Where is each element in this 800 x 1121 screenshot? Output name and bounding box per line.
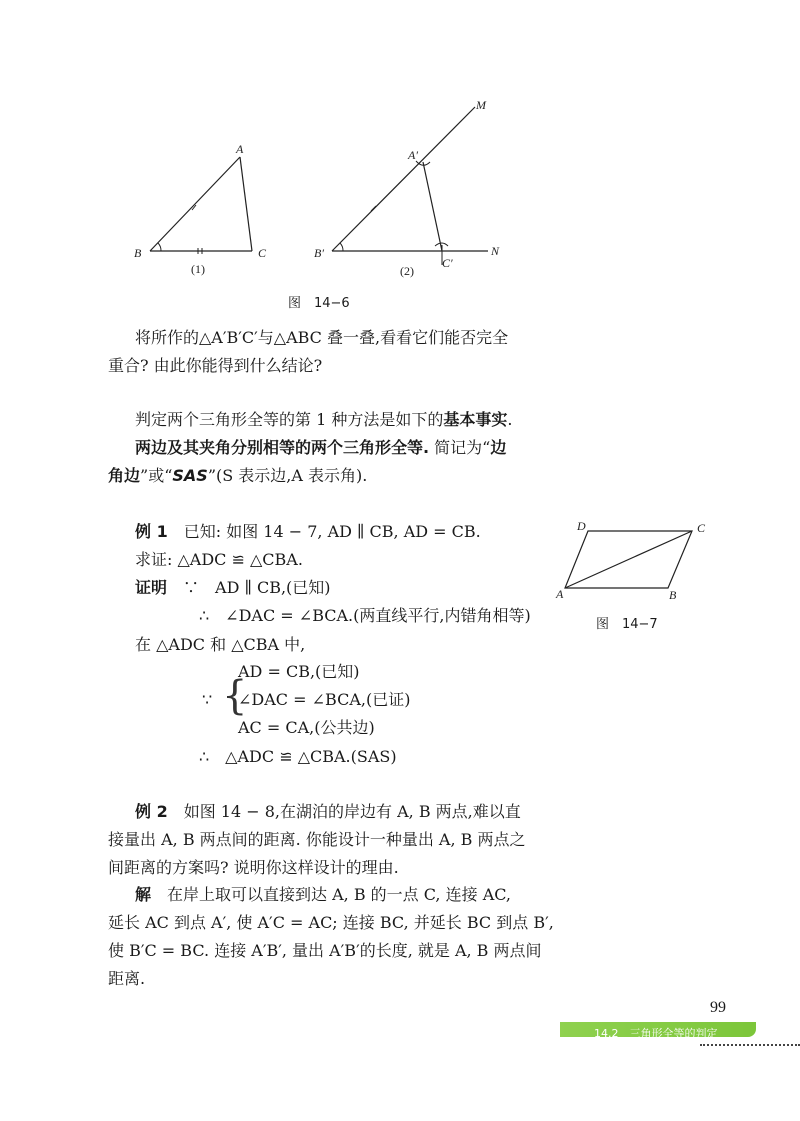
proof-step6: AC = CA,(公共边) [238,718,375,737]
proof-step4: AD = CB,(已知) [238,662,360,681]
proof-step3: 在 △ADC 和 △CBA 中, [135,635,306,654]
proof-because: ∵ [202,690,213,709]
proof-line1 [135,577,331,599]
para2-line3-bold: 角边 [108,466,141,485]
para2-line3 [108,465,367,487]
page-number: 99 [710,999,726,1016]
solution-line2: 延长 AC 到点 A′, 使 A′C = AC; 连接 BC, 并延长 BC 到点 B′, [108,913,554,932]
fig146-label-B-prime: B′ [314,246,324,260]
ex2-line2: 接量出 A, B 两点间的距离. 你能设计一种量出 A, B 两点之 [108,830,526,849]
para1-line1: 将所作的△A′B′C′与△ABC 叠一叠,看看它们能否完全 [135,328,509,347]
solution-text1: 在岸上取可以直接到达 A, B 的一点 C, 连接 AC, [151,885,512,904]
fig146-caption: 图 14−6 [288,296,350,311]
proof-step2: ∴ ∠DAC = ∠BCA.(两直线平行,内错角相等) [199,606,531,625]
solution-line1 [135,884,511,906]
para1-line2: 重合? 由此你能得到什么结论? [108,356,323,375]
para2-line3-quote: ”或“ [140,466,173,485]
sas-theorem: 两边及其夹角分别相等的两个三角形全等. [135,438,430,457]
para2-line2-text: 简记为“ [429,438,491,457]
footer-dotted-rule [700,1044,800,1046]
section-band [560,1022,756,1040]
fig147-label-A: A [556,587,564,601]
ex2-text1: 如图 14 − 8,在湖泊的岸边有 A, B 两点,难以直 [167,802,521,821]
fig146-panel1-tag: (1) [191,262,205,276]
ex1-line1 [135,521,481,543]
para2-line1 [135,409,512,431]
ex1-given: 已知: 如图 14 − 7, AD ∥ CB, AD = CB. [167,522,481,541]
fig146-label-B: B [134,246,142,260]
fig146-panel2-tag: (2) [400,264,414,278]
section-title: 14.2 三角形全等的判定 [594,1027,718,1040]
ex2-line1 [135,801,521,823]
fig147-label-B: B [669,588,677,602]
figure-14-6 [120,95,520,290]
fig147-label-D: D [577,519,586,533]
fig146-label-A: A [236,142,244,156]
ex2-line3: 间距离的方案吗? 说明你这样设计的理由. [108,858,399,877]
para2-line1-text: 判定两个三角形全等的第 1 种方法是如下的 [135,410,444,429]
proof-step1: ∵ AD ∥ CB,(已知) [167,578,331,597]
ex2-label: 例 2 [135,802,168,821]
para2-line1-period: . [507,410,513,429]
figure-14-7 [555,518,725,606]
fig146-label-A-prime: A′ [408,148,418,162]
fig146-label-C: C [258,246,267,260]
solution-line4: 距离. [108,969,146,988]
solution-label: 解 [135,885,152,904]
para2-line2 [135,437,506,459]
fig146-label-M: M [476,98,486,112]
ex1-prove: 求证: △ADC ≌ △CBA. [135,550,303,569]
fig146-label-N: N [491,244,500,258]
para2-line3-text: ”(S 表示边,A 表示角). [207,466,368,485]
fig147-label-C: C [697,521,706,535]
sas-abbrev: SAS [172,466,208,485]
fig146-label-C-prime: C′ [442,256,453,270]
solution-line3: 使 B′C = BC. 连接 A′B′, 量出 A′B′的长度, 就是 A, B 两点间 [108,941,542,960]
proof-label: 证明 [135,578,168,597]
proof-conclusion: ∴ △ADC ≌ △CBA.(SAS) [199,747,397,766]
basic-fact-term: 基本事实 [443,410,508,429]
ex1-label: 例 1 [135,522,168,541]
para2-line2-bold: 边 [490,438,507,457]
proof-brace: { [222,673,248,719]
proof-step5: ∠DAC = ∠BCA,(已证) [238,690,411,709]
fig147-caption: 图 14−7 [596,617,658,632]
